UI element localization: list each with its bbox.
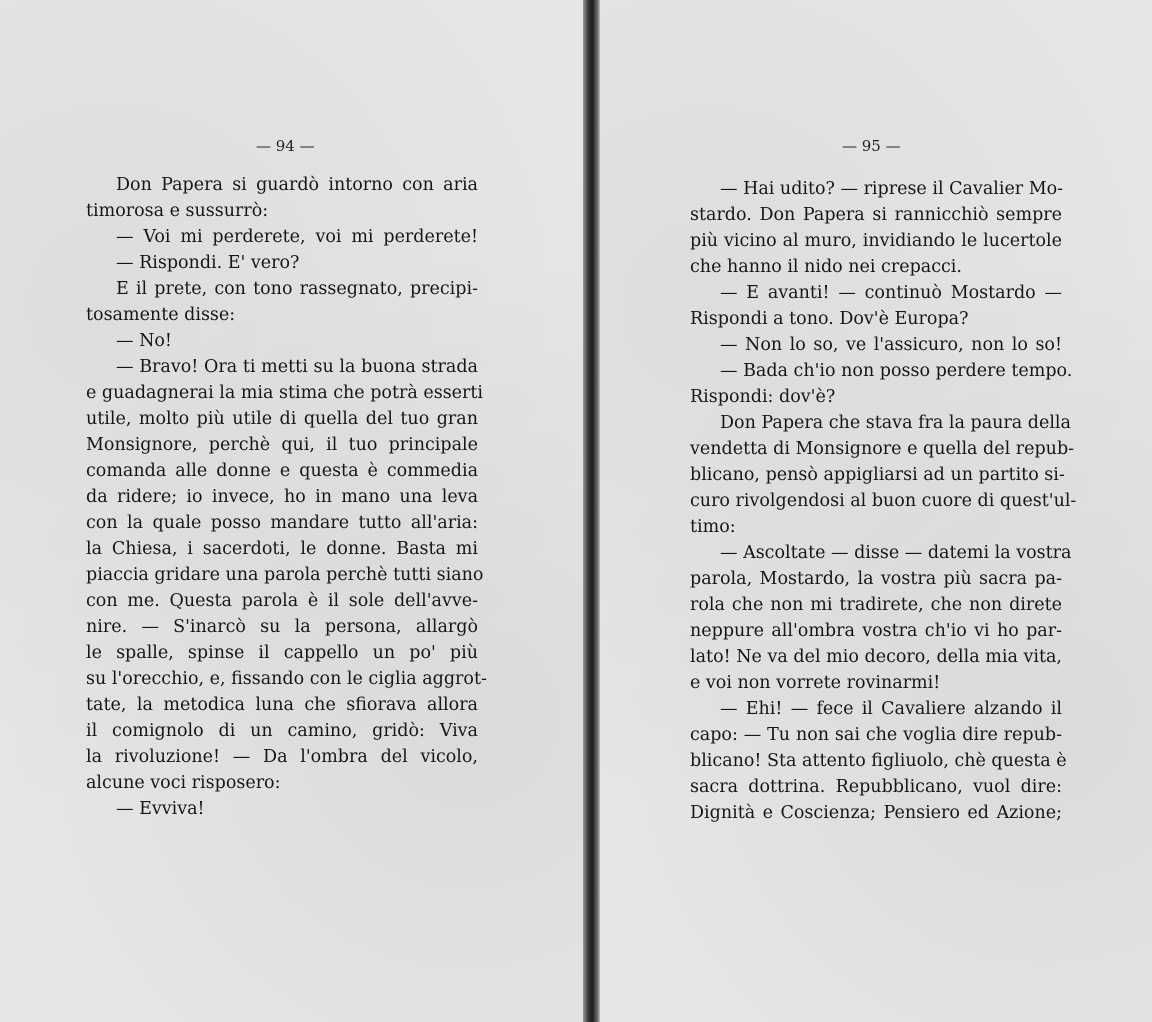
text-line: che hanno il nido nei crepacci. [690, 257, 962, 277]
text-line: — Voi mi perderete, voi mi perderete! [116, 227, 478, 247]
text-line: piaccia gridare una parola perchè tutti siano [86, 565, 484, 585]
text-line: Don Papera che stava fra la paura della [720, 413, 1071, 433]
text-line: Rispondi a tono. Dov'è Europa? [690, 309, 969, 329]
text-line: blicano, pensò appigliarsi ad un partito si- [690, 465, 1065, 485]
text-line: neppure all'ombra vostra ch'io vi ho par- [690, 621, 1062, 641]
text-line: utile, molto più utile di quella del tuo gran [86, 409, 478, 429]
text-line: Don Papera si guardò intorno con aria [116, 175, 478, 195]
book-gutter [583, 0, 600, 1022]
text-line: alcune voci risposero: [86, 773, 281, 793]
text-line: più vicino al muro, invidiando le lucertole [690, 231, 1062, 251]
text-line: — Hai udito? — riprese il Cavalier Mo- [720, 179, 1064, 199]
text-line: e guadagnerai la mia stima che potrà esserti [86, 383, 484, 403]
text-line: — E avanti! — continuò Mostardo — [720, 283, 1062, 303]
text-line: — Ascoltate — disse — datemi la vostra [720, 543, 1072, 563]
text-line: E il prete, con tono rassegnato, precipi- [116, 279, 478, 299]
page-number-right: — 95 — [842, 137, 901, 155]
page-number-left: — 94 — [256, 137, 315, 155]
text-line: nire. — S'inarcò su la persona, allargò [86, 617, 478, 637]
text-line: — Rispondi. E' vero? [116, 253, 300, 273]
text-line: Rispondi: dov'è? [690, 387, 836, 407]
text-line: rola che non mi tradirete, che non direte [690, 595, 1062, 615]
text-line: tosamente disse: [86, 305, 236, 325]
text-line: Dignità e Coscienza; Pensiero ed Azione; [690, 803, 1062, 823]
text-line: su l'orecchio, e, fissando con le ciglia aggrot- [86, 669, 487, 689]
text-line: — No! [116, 331, 172, 351]
right-page-text [690, 176, 1077, 826]
text-line: comanda alle donne e questa è commedia [86, 461, 478, 481]
text-line: — Bada ch'io non posso perdere tempo. [720, 361, 1073, 381]
text-line: parola, Mostardo, la vostra più sacra pa- [690, 569, 1062, 589]
text-line: curo rivolgendosi al buon cuore di quest'ul- [690, 491, 1077, 511]
text-line: — Evviva! [116, 799, 205, 819]
left-page-text [86, 172, 487, 822]
text-line: timorosa e sussurrò: [86, 201, 269, 221]
text-line: Monsignore, perchè qui, il tuo principale [86, 435, 478, 455]
text-line: sacra dottrina. Repubblicano, vuol dire: [690, 777, 1062, 797]
right-page [600, 0, 1152, 1022]
text-line: da ridere; io invece, ho in mano una leva [86, 487, 478, 507]
text-line: vendetta di Monsignore e quella del repub- [690, 439, 1075, 459]
text-line: e voi non vorrete rovinarmi! [690, 673, 941, 693]
text-line: lato! Ne va del mio decoro, della mia vita, [690, 647, 1062, 667]
text-line: le spalle, spinse il cappello un po' più [86, 643, 478, 663]
text-line: con me. Questa parola è il sole dell'avve- [86, 591, 478, 611]
text-line: timo: [690, 517, 736, 537]
text-line: la rivoluzione! — Da l'ombra del vicolo, [86, 747, 478, 767]
text-line: — Bravo! Ora ti metti su la buona strada [116, 357, 478, 377]
text-line: capo: — Tu non sai che voglia dire repub- [690, 725, 1062, 745]
text-line: stardo. Don Papera si rannicchiò sempre [690, 205, 1062, 225]
text-line: — Non lo so, ve l'assicuro, non lo so! [720, 335, 1062, 355]
text-line: con la quale posso mandare tutto all'aria: [86, 513, 478, 533]
text-line: la Chiesa, i sacerdoti, le donne. Basta mi [86, 539, 478, 559]
text-line: tate, la metodica luna che sfiorava allora [86, 695, 478, 715]
text-line: — Ehi! — fece il Cavaliere alzando il [720, 699, 1062, 719]
text-line: il comignolo di un camino, gridò: Viva [86, 721, 478, 741]
text-line: blicano! Sta attento figliuolo, chè questa è [690, 751, 1067, 771]
